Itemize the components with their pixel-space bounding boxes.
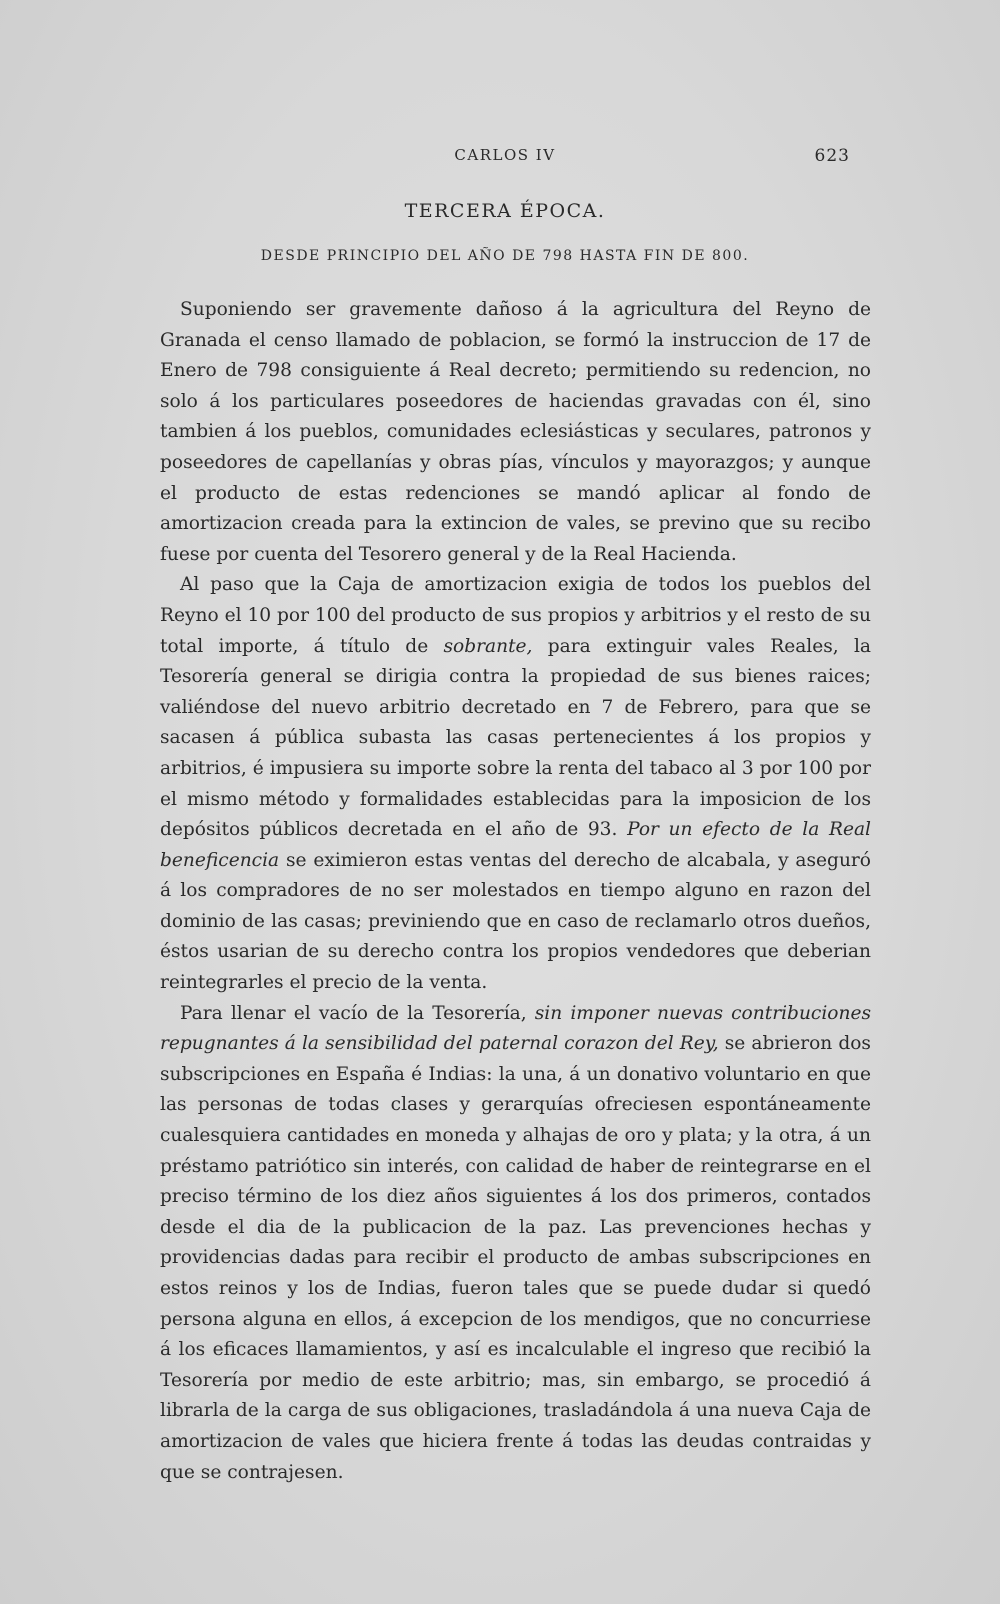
- body-text: [160, 295, 871, 1488]
- running-title: CARLOS IV: [454, 146, 556, 164]
- paragraph-3-italic-1: sin imponer nuevas contribuciones repugnantes á la sensibilidad del paternal corazon del Rey,: [160, 1002, 871, 1055]
- paragraph-2-italic-2: Por un efecto de la Real beneficencia: [160, 819, 871, 871]
- paragraph-2-text-3: se eximieron estas ventas del derecho de alcabala, y aseguró á los compradores de no ser molestados en tiempo alguno en razon del dominio de las casas; previniendo que en caso de reclamarlo otros dueños, éstos usarian de su derecho contra los propios vendedores que deberian reintegrarles el precio de la venta.: [160, 849, 871, 994]
- paragraph-3-text-2: se abrieron dos subscripciones en España é Indias: la una, á un donativo voluntario en que las personas de todas clases y gerarquías ofreciesen espontáneamente cualesquiera cantidades en moneda y alhajas de oro y plata; y la otra, á un préstamo patriótico sin interés, con calidad de haber de reintegrarse en el preciso término de los diez años siguientes á los dos primeros, contados desde el dia de la publicacion de la paz. Las prevenciones hechas y providencias dadas para recibir el producto de ambas subscripciones en estos reinos y los de Indias, fueron tales que se puede dudar si quedó persona alguna en ellos, á excepcion de los mendigos, que no concurriese á los eficaces llamamientos, y así es incalculable el ingreso que recibió la Tesorería por medio de este arbitrio; mas, sin embargo, se procedió á librarla de la carga de sus obligaciones, trasladándola á una nueva Caja de amortizacion de vales que hiciera frente á todas las deudas contraidas y que se contrajesen.: [160, 1033, 871, 1483]
- page-number: 623: [814, 146, 850, 166]
- paragraph-2-text-2: para extinguir vales Reales, la Tesorería general se dirigia contra la propiedad de sus bienes raices; valiéndose del nuevo arbitrio decretado en 7 de Febrero, para que se sacasen á pública subasta las casas pertenecientes á los propios y arbitrios, é impusiera su importe sobre la renta del tabaco al 3 por 100 por el mismo método y formalidades establecidas para la imposicion de los depósitos públicos decretada en el año de 93.: [160, 635, 871, 841]
- paragraph-2-italic-1: sobrante,: [443, 635, 533, 657]
- section-title: TERCERA ÉPOCA.: [404, 200, 606, 222]
- paragraph-1: Suponiendo ser gravemente dañoso á la agricultura del Reyno de Granada el censo llamado de poblacion, se formó la instruccion de 17 de Enero de 798 consiguiente á Real decreto; permitiendo su redencion, no solo á los particulares poseedores de haciendas gravadas con él, sino tambien á los pueblos, comunidades eclesiásticas y seculares, patronos y poseedores de capellanías y obras pías, vínculos y mayorazgos; y aunque el producto de estas redenciones se mandó aplicar al fondo de amortizacion creada para la extincion de vales, se previno que su recibo fuese por cuenta del Tesorero general y de la Real Hacienda.: [160, 299, 871, 565]
- paragraph-2-text-1: Al paso que la Caja de amortizacion exigia de todos los pueblos del Reyno el 10 por 100 del producto de sus propios y arbitrios y el resto de su total importe, á título de: [160, 574, 872, 657]
- running-head: [160, 146, 850, 170]
- paragraph-3: [160, 999, 871, 1489]
- section-subtitle: DESDE PRINCIPIO DEL AÑO DE 798 HASTA FIN DE 800.: [260, 248, 750, 264]
- paragraph-3-text-1: Para llenar el vacío de la Tesorería,: [180, 1002, 535, 1024]
- paragraph-2: [160, 570, 871, 998]
